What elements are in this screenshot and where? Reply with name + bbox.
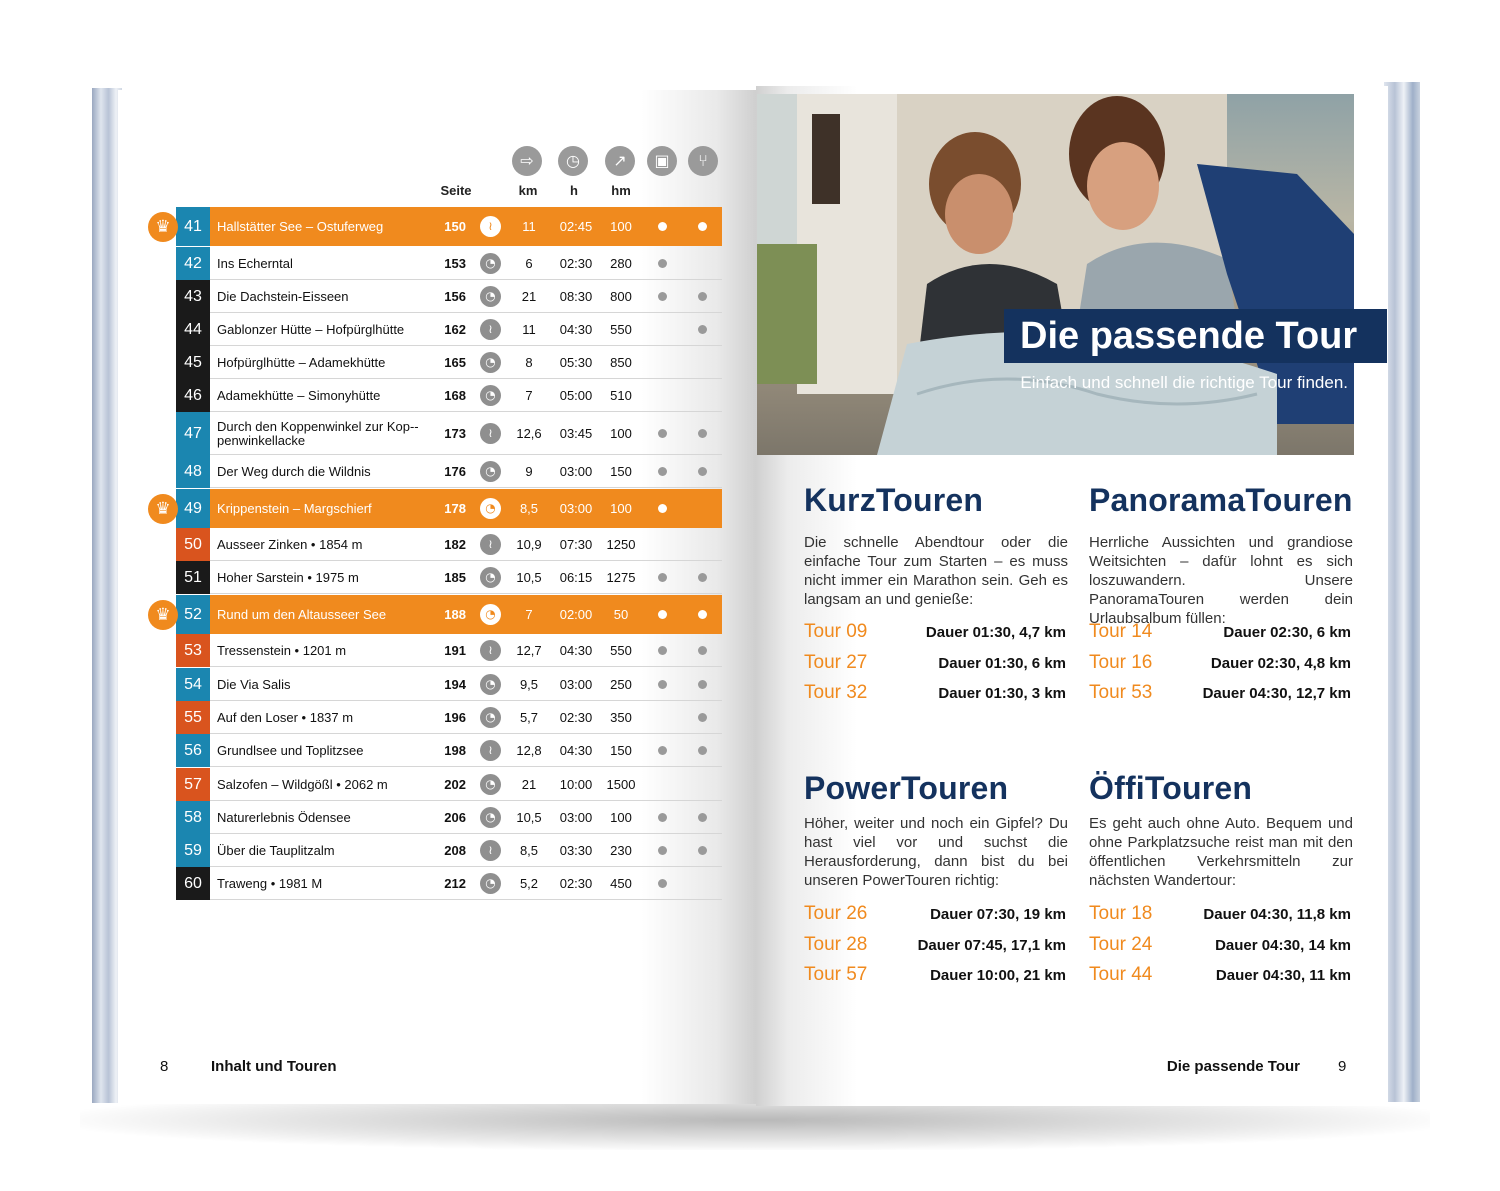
- difficulty-icon: ◔: [480, 286, 501, 307]
- difficulty-icon: ◔: [480, 604, 501, 625]
- food-available-dot: [698, 573, 707, 582]
- tour-link[interactable]: Tour 24: [1089, 933, 1153, 955]
- tour-title: Die Dachstein-Eisseen: [217, 288, 349, 304]
- tour-link[interactable]: Tour 32: [804, 682, 868, 703]
- cutlery-icon: ⑂: [688, 146, 718, 176]
- tour-number: 47: [176, 412, 210, 455]
- table-row: [176, 346, 722, 379]
- bus-available-dot: [658, 846, 667, 855]
- tour-duration-distance: Dauer 01:30, 4,7 km: [925, 624, 1066, 641]
- row-divider: [210, 766, 722, 767]
- tour-duration-distance: Dauer 04:30, 11,8 km: [1203, 906, 1351, 923]
- tour-duration: 04:30: [559, 643, 593, 658]
- difficulty-icon: ≀: [480, 216, 501, 237]
- tour-duration: 02:00: [559, 607, 593, 622]
- tour-duration: 02:30: [559, 256, 593, 271]
- difficulty-icon: ◔: [480, 807, 501, 828]
- tour-number: 45: [176, 346, 210, 379]
- tour-title: Ins Echerntal: [217, 255, 293, 271]
- difficulty-icon: ◔: [480, 774, 501, 795]
- tour-number: 56: [176, 734, 210, 767]
- table-row: [176, 412, 722, 455]
- tour-ascent: 450: [610, 876, 632, 891]
- tour-recommendation: [1089, 934, 1351, 960]
- difficulty-icon: ≀: [480, 423, 501, 444]
- tour-recommendation: [804, 934, 1066, 960]
- tour-page: 198: [444, 743, 466, 758]
- table-row: [176, 701, 722, 734]
- bus-available-dot: [658, 259, 667, 268]
- tour-km: 10,9: [516, 537, 542, 552]
- row-divider: [210, 666, 722, 667]
- food-available-dot: [698, 292, 707, 301]
- bus-available-dot: [658, 573, 667, 582]
- tour-km: 8,5: [519, 843, 539, 858]
- food-available-dot: [698, 467, 707, 476]
- tour-link[interactable]: Tour 44: [1089, 964, 1153, 985]
- table-row: [176, 489, 722, 528]
- left-footer-section: Inhalt und Touren: [211, 1058, 337, 1075]
- tour-page: 173: [444, 426, 466, 441]
- tour-title: Krippenstein – Margschierf: [217, 500, 372, 516]
- difficulty-icon: ◔: [480, 873, 501, 894]
- hikers-photo: [757, 94, 1354, 455]
- tour-number: 52: [176, 595, 210, 634]
- tour-title: Auf den Loser • 1837 m: [217, 709, 354, 725]
- tour-number: 51: [176, 561, 210, 594]
- tour-title: Traweng • 1981 M: [217, 875, 323, 891]
- signpost-icon: ⇨: [512, 146, 542, 176]
- tour-page: 212: [444, 876, 466, 891]
- difficulty-icon: ≀: [480, 534, 501, 555]
- tour-number: 49: [176, 489, 210, 528]
- tour-number: 60: [176, 867, 210, 900]
- tour-km: 5,7: [519, 710, 539, 725]
- tour-recommendation: [804, 652, 1066, 678]
- tour-ascent: 1250: [606, 537, 636, 552]
- tour-title: Naturerlebnis Ödensee: [217, 809, 351, 825]
- table-row: [176, 280, 722, 313]
- table-row: [176, 595, 722, 634]
- row-divider: [210, 593, 722, 594]
- column-header-seite: Seite: [440, 183, 472, 198]
- tour-km: 21: [521, 777, 537, 792]
- tour-number: 58: [176, 801, 210, 834]
- tour-km: 7: [525, 607, 533, 622]
- food-available-dot: [698, 713, 707, 722]
- tour-duration: 04:30: [559, 743, 593, 758]
- difficulty-icon: ≀: [480, 640, 501, 661]
- tour-duration-distance: Dauer 02:30, 4,8 km: [1210, 654, 1351, 672]
- page-edges-right: [1384, 82, 1420, 1102]
- tour-km: 12,8: [516, 743, 542, 758]
- tour-duration: 03:00: [559, 464, 593, 479]
- food-available-dot: [698, 746, 707, 755]
- tour-duration-distance: Dauer 07:45, 17,1 km: [917, 936, 1066, 954]
- tour-km: 21: [521, 289, 537, 304]
- category-title: KurzTouren: [804, 482, 984, 518]
- bus-available-dot: [658, 646, 667, 655]
- tour-duration: 03:45: [559, 426, 593, 441]
- difficulty-icon: ≀: [480, 319, 501, 340]
- tour-ascent: 230: [610, 843, 632, 858]
- tour-km: 8,5: [519, 501, 539, 516]
- tour-ascent: 250: [610, 677, 632, 692]
- tour-number: 57: [176, 768, 210, 801]
- tour-ascent: 550: [610, 322, 632, 337]
- tour-recommendation: [804, 682, 1066, 708]
- tour-page: 202: [444, 777, 466, 792]
- tour-duration-distance: Dauer 01:30, 6 km: [938, 654, 1066, 672]
- tour-recommendation: [1089, 652, 1351, 678]
- tour-duration-distance: Dauer 04:30, 14 km: [1215, 936, 1351, 954]
- crown-icon: ♛: [148, 212, 178, 242]
- food-available-dot: [698, 222, 707, 231]
- tour-duration: 07:30: [559, 537, 593, 552]
- tour-title: Hofpürglhütte – Adamekhütte: [217, 354, 386, 370]
- tour-ascent: 550: [610, 643, 632, 658]
- tour-ascent: 1275: [606, 570, 636, 585]
- tour-title: Tressenstein • 1201 m: [217, 642, 347, 658]
- table-row: [176, 247, 722, 280]
- tour-link[interactable]: Tour 18: [1089, 903, 1153, 924]
- bus-available-dot: [658, 467, 667, 476]
- tour-ascent: 100: [610, 426, 632, 441]
- crown-icon: ♛: [148, 494, 178, 524]
- difficulty-icon: ◔: [480, 567, 501, 588]
- tour-ascent: 510: [610, 388, 632, 403]
- tour-link[interactable]: Tour 16: [1089, 651, 1153, 673]
- bus-available-dot: [658, 429, 667, 438]
- tour-km: 10,5: [516, 810, 542, 825]
- tour-km: 10,5: [516, 570, 542, 585]
- category-title: PanoramaTouren: [1089, 482, 1353, 518]
- tour-duration: 02:45: [559, 219, 593, 234]
- tour-page: 156: [444, 289, 466, 304]
- tour-duration: 05:00: [559, 388, 593, 403]
- tour-duration-distance: Dauer 01:30, 3 km: [938, 685, 1066, 702]
- tour-page: 191: [444, 643, 466, 658]
- tour-duration: 02:30: [559, 876, 593, 891]
- category-description: Höher, weiter und noch ein Gipfel? Du hast viel vor und suchst die Herausforderung, dann bist du bei unseren PowerTouren richtig:: [804, 815, 1068, 889]
- row-divider: [210, 899, 722, 900]
- tour-page: 162: [444, 322, 466, 337]
- tour-km: 12,7: [516, 643, 542, 658]
- tour-duration-distance: Dauer 10:00, 21 km: [930, 967, 1066, 984]
- tour-km: 5,2: [519, 876, 539, 891]
- bus-available-dot: [658, 222, 667, 231]
- tour-number: 42: [176, 247, 210, 280]
- bus-available-dot: [658, 879, 667, 888]
- right-footer-section: Die passende Tour: [1166, 1058, 1300, 1075]
- tour-ascent: 1500: [606, 777, 636, 792]
- difficulty-icon: ◔: [480, 498, 501, 519]
- tour-recommendation: [1089, 903, 1351, 929]
- tour-recommendation: [1089, 964, 1351, 990]
- tour-title: Der Weg durch die Wildnis: [217, 463, 371, 479]
- tour-ascent: 280: [610, 256, 632, 271]
- tour-recommendation: [1089, 621, 1351, 647]
- tour-title: Hoher Sarstein • 1975 m: [217, 569, 359, 585]
- category-description: Herrliche Aussichten und grandiose Weitsichten – dafür lohnt es sich loszuwandern. Unsere PanoramaTouren werden dein Urlaubsalbum füllen:: [1089, 534, 1353, 627]
- table-row: [176, 867, 722, 900]
- tour-recommendation: [804, 964, 1066, 990]
- difficulty-icon: ◔: [480, 352, 501, 373]
- category-description: Es geht auch ohne Auto. Bequem und ohne Parkplatzsuche reist man mit den öffentlichen Verkehrsmitteln zur nächsten Wandertour:: [1089, 815, 1353, 889]
- difficulty-icon: ≀: [480, 740, 501, 761]
- tour-ascent: 350: [610, 710, 632, 725]
- tour-page: 208: [444, 843, 466, 858]
- tour-number: 48: [176, 455, 210, 488]
- table-row: [176, 801, 722, 834]
- tour-title: Über die Tauplitzalm: [217, 842, 335, 858]
- tour-link[interactable]: Tour 57: [804, 964, 868, 985]
- table-row: [176, 379, 722, 412]
- food-available-dot: [698, 846, 707, 855]
- tour-link[interactable]: Tour 26: [804, 903, 868, 924]
- tour-duration: 03:00: [559, 677, 593, 692]
- tour-duration: 04:30: [559, 322, 593, 337]
- tour-link[interactable]: Tour 53: [1089, 682, 1153, 703]
- difficulty-icon: ◔: [480, 461, 501, 482]
- tour-duration-distance: Dauer 04:30, 12,7 km: [1202, 685, 1351, 702]
- table-row: [176, 634, 722, 667]
- tour-link[interactable]: Tour 27: [804, 651, 868, 673]
- tour-link[interactable]: Tour 14: [1089, 621, 1153, 642]
- tour-page: 194: [444, 677, 466, 692]
- row-divider: [210, 487, 722, 488]
- tour-ascent: 100: [610, 219, 632, 234]
- bus-available-dot: [658, 504, 667, 513]
- food-available-dot: [698, 610, 707, 619]
- difficulty-icon: ◔: [480, 707, 501, 728]
- table-row: [176, 455, 722, 488]
- difficulty-icon: ≀: [480, 840, 501, 861]
- tour-number: 46: [176, 379, 210, 412]
- tour-recommendation: [804, 621, 1066, 647]
- difficulty-icon: ◔: [480, 253, 501, 274]
- tour-ascent: 850: [610, 355, 632, 370]
- tour-page: 176: [444, 464, 466, 479]
- tour-duration: 05:30: [559, 355, 593, 370]
- tour-number: 55: [176, 701, 210, 734]
- tour-duration: 03:30: [559, 843, 593, 858]
- ascent-icon: ↗: [605, 146, 635, 176]
- tour-km: 7: [525, 388, 533, 403]
- column-header-hm: hm: [611, 183, 631, 198]
- bus-available-dot: [658, 680, 667, 689]
- bus-available-dot: [658, 746, 667, 755]
- tour-duration: 02:30: [559, 710, 593, 725]
- table-row: [176, 528, 722, 561]
- tour-link[interactable]: Tour 28: [804, 933, 868, 955]
- food-available-dot: [698, 646, 707, 655]
- tour-title: Hallstätter See – Ostuferweg: [217, 218, 384, 234]
- table-row: [176, 834, 722, 867]
- tour-duration: 03:00: [559, 501, 593, 516]
- tour-title: Ausseer Zinken • 1854 m: [217, 536, 363, 552]
- category-description: Die schnelle Abendtour oder die einfache Tour zum Starten – es muss nicht immer ein Marathon sein. Geh es langsam an und genieße:: [804, 534, 1068, 608]
- bus-available-dot: [658, 610, 667, 619]
- column-header-km: km: [518, 183, 538, 198]
- tour-ascent: 800: [610, 289, 632, 304]
- tour-page: 182: [444, 537, 466, 552]
- tour-km: 6: [525, 256, 533, 271]
- tour-page: 178: [444, 501, 466, 516]
- table-row: [176, 313, 722, 346]
- tour-number: 53: [176, 634, 210, 667]
- tour-page: 196: [444, 710, 466, 725]
- right-page-number: 9: [1338, 1058, 1347, 1075]
- tour-page: 185: [444, 570, 466, 585]
- tour-title: Die Via Salis: [217, 676, 291, 692]
- tour-title: Rund um den Altausseer See: [217, 606, 387, 622]
- food-available-dot: [698, 680, 707, 689]
- tour-km: 9: [525, 464, 533, 479]
- table-row: [176, 668, 722, 701]
- tour-page: 153: [444, 256, 466, 271]
- tour-number: 50: [176, 528, 210, 561]
- category-title: PowerTouren: [804, 770, 1009, 806]
- tour-duration: 10:00: [559, 777, 593, 792]
- crown-icon: ♛: [148, 600, 178, 630]
- tour-number: 44: [176, 313, 210, 346]
- tour-title: Salzofen – Wildgößl • 2062 m: [217, 776, 388, 792]
- tour-page: 165: [444, 355, 466, 370]
- tour-duration-distance: Dauer 02:30, 6 km: [1223, 624, 1351, 641]
- tour-ascent: 50: [613, 607, 629, 622]
- tour-title: Adamekhütte – Simonyhütte: [217, 387, 381, 403]
- difficulty-icon: ◔: [480, 385, 501, 406]
- tour-page: 150: [444, 219, 466, 234]
- tour-title: Grundlsee und Toplitzsee: [217, 742, 364, 758]
- tour-recommendation: [804, 903, 1066, 929]
- tour-duration: 06:15: [559, 570, 593, 585]
- food-available-dot: [698, 429, 707, 438]
- difficulty-icon: ◔: [480, 674, 501, 695]
- table-row: [176, 207, 722, 246]
- table-row: [176, 734, 722, 767]
- tour-duration: 03:00: [559, 810, 593, 825]
- tour-duration: 08:30: [559, 289, 593, 304]
- left-page-number: 8: [160, 1058, 169, 1075]
- tour-km: 11: [522, 219, 536, 234]
- bus-available-dot: [658, 292, 667, 301]
- tour-ascent: 150: [610, 743, 632, 758]
- tour-ascent: 100: [610, 810, 632, 825]
- tour-km: 12,6: [516, 426, 542, 441]
- bus-available-dot: [658, 813, 667, 822]
- food-available-dot: [698, 813, 707, 822]
- table-row: [176, 561, 722, 594]
- tour-km: 9,5: [519, 677, 539, 692]
- tour-page: 168: [444, 388, 466, 403]
- page-subtitle: Einfach und schnell die richtige Tour finden.: [1020, 373, 1348, 392]
- tour-link[interactable]: Tour 09: [804, 621, 868, 642]
- tour-ascent: 100: [610, 501, 632, 516]
- tour-page: 206: [444, 810, 466, 825]
- tour-ascent: 150: [610, 464, 632, 479]
- tour-number: 41: [176, 207, 210, 246]
- tour-number: 43: [176, 280, 210, 313]
- tour-km: 11: [522, 322, 536, 337]
- tour-title: Gablonzer Hütte – Hofpürglhütte: [217, 321, 405, 337]
- tour-title: Durch den Koppenwinkel zur Kop-penwinkellacke: [217, 418, 419, 448]
- tour-km: 8: [525, 355, 533, 370]
- bus-icon: ▣: [647, 146, 677, 176]
- tour-number: 54: [176, 668, 210, 701]
- food-available-dot: [698, 325, 707, 334]
- table-row: [176, 768, 722, 801]
- category-title: ÖffiTouren: [1089, 770, 1253, 806]
- column-header-h: h: [570, 183, 578, 198]
- tour-number: 59: [176, 834, 210, 867]
- tour-duration-distance: Dauer 07:30, 19 km: [930, 906, 1066, 923]
- page-title: Die passende Tour: [1004, 309, 1387, 363]
- clock-icon: ◷: [558, 146, 588, 176]
- tour-recommendation: [1089, 682, 1351, 708]
- tour-page: 188: [444, 607, 466, 622]
- tour-duration-distance: Dauer 04:30, 11 km: [1215, 967, 1351, 984]
